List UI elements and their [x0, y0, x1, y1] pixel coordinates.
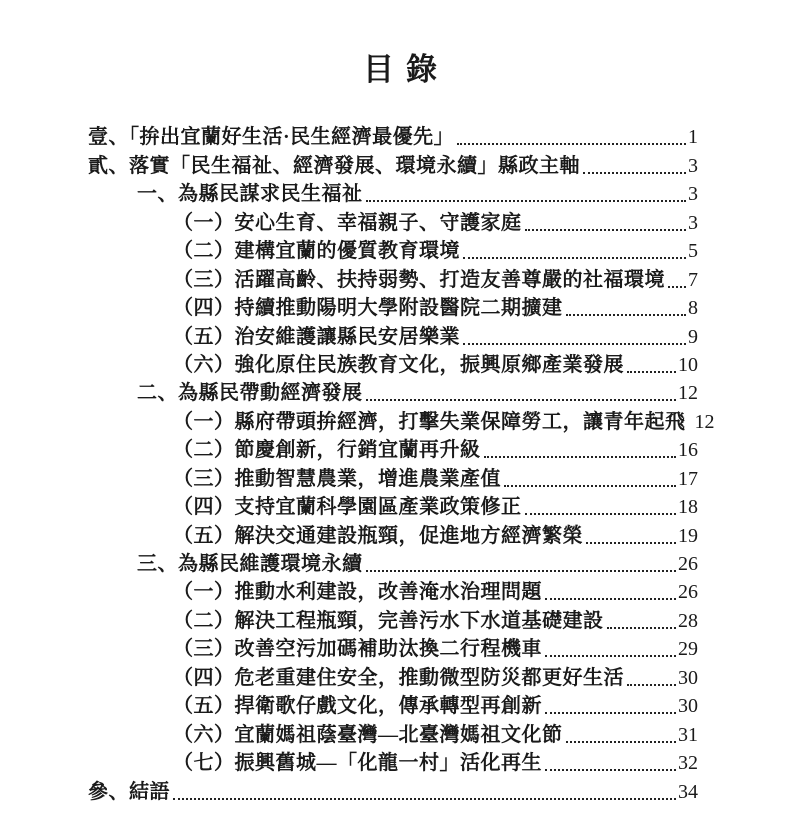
toc-entry [173, 207, 698, 235]
toc-entry [173, 463, 698, 491]
toc-entry-label: （二）解決工程瓶頸，完善污水下水道基礎建設 [173, 609, 604, 632]
toc-entry-label: （二）節慶創新，行銷宜蘭再升級 [173, 439, 481, 462]
dot-leader [607, 627, 677, 629]
toc-entry-label: 壹、「拚出宜蘭好生活·民生經濟最優先」 [88, 126, 455, 149]
toc-entry-page: 26 [678, 553, 698, 575]
toc-entry [137, 549, 698, 577]
toc-entry [137, 179, 698, 207]
toc-entry-page: 18 [678, 496, 698, 519]
toc-entry [173, 406, 715, 434]
toc-entry-page: 17 [678, 467, 698, 490]
toc-entry-label: 一、為縣民謀求民生福祉 [137, 183, 363, 206]
dot-leader [525, 229, 687, 231]
toc-entry-label: 貳、落實「民生福祉、經濟發展、環境永續」縣政主軸 [88, 154, 580, 177]
dot-leader [545, 712, 676, 714]
toc-entry-page: 7 [688, 268, 698, 291]
toc-entry-label: （四）持續推動陽明大學附設醫院二期擴建 [173, 297, 563, 320]
dot-leader [366, 200, 687, 202]
toc-entry-label: （六）強化原住民族教育文化，振興原鄉產業發展 [173, 353, 624, 376]
toc-entry [88, 776, 698, 804]
toc-entry-label: （五）捍衛歌仔戲文化，傳承轉型再創新 [173, 695, 542, 718]
toc-entry-label: （一）推動水利建設，改善淹水治理問題 [173, 581, 542, 604]
toc-entry-page: 3 [688, 211, 698, 234]
toc-entry-page: 30 [678, 666, 698, 689]
dot-leader [583, 172, 686, 174]
toc-entry [88, 150, 698, 178]
dot-leader [173, 798, 676, 800]
toc-entry-label: （一）縣府帶頭拚經濟，打擊失業保障勞工，讓青年起飛 [173, 410, 686, 433]
toc-entry-page: 34 [678, 780, 698, 803]
toc-entry-page: 32 [678, 752, 698, 775]
toc-entry-page: 31 [678, 723, 698, 746]
toc-entry-label: （五）解決交通建設瓶頸，促進地方經濟繁榮 [173, 524, 583, 547]
toc-entry-page: 30 [678, 695, 698, 718]
dot-leader [457, 143, 686, 145]
toc-entry [173, 236, 698, 264]
toc-entry [173, 605, 698, 633]
toc-entry-page: 5 [688, 240, 698, 263]
toc-entry-label: （二）建構宜蘭的優質教育環境 [173, 240, 460, 263]
toc-entry [173, 748, 698, 776]
toc-entry-page: 12 [678, 382, 698, 405]
dot-leader [627, 684, 676, 686]
toc-entry-label: （三）活躍高齡、扶持弱勢、打造友善尊嚴的社福環境 [173, 268, 665, 291]
toc-entry [173, 293, 698, 321]
dot-leader [463, 343, 686, 345]
dot-leader [566, 741, 677, 743]
toc-list [0, 122, 800, 805]
toc-entry-page: 3 [688, 154, 698, 177]
toc-entry-label: （七）振興舊城—「化龍一村」活化再生 [173, 752, 542, 775]
toc-entry [137, 378, 698, 406]
toc-entry [173, 691, 698, 719]
dot-leader [566, 314, 687, 316]
toc-entry-label: （一）安心生育、幸福親子、守護家庭 [173, 211, 522, 234]
toc-entry-page: 8 [688, 297, 698, 320]
toc-entry-page: 3 [688, 183, 698, 206]
toc-entry [173, 435, 698, 463]
toc-entry [88, 122, 698, 150]
toc-entry-label: （四）危老重建住安全，推動微型防災都更好生活 [173, 666, 624, 689]
dot-leader [627, 371, 676, 373]
toc-entry-page: 1 [688, 126, 698, 149]
dot-leader [668, 286, 686, 288]
toc-entry-page: 10 [678, 353, 698, 376]
toc-entry [173, 662, 698, 690]
toc-entry-page: 28 [678, 609, 698, 632]
toc-entry [173, 492, 698, 520]
dot-leader [586, 542, 676, 544]
toc-entry-label: （三）推動智慧農業，增進農業產值 [173, 467, 501, 490]
dot-leader [545, 769, 676, 771]
dot-leader [366, 570, 677, 572]
toc-entry [173, 520, 698, 548]
toc-entry [173, 719, 698, 747]
toc-entry-label: （四）支持宜蘭科學園區產業政策修正 [173, 496, 522, 519]
toc-entry-page: 16 [678, 439, 698, 462]
toc-entry-label: （三）改善空污加碼補助汰換二行程機車 [173, 638, 542, 661]
dot-leader [366, 399, 677, 401]
toc-entry-page: 29 [678, 638, 698, 661]
toc-entry-page: 9 [688, 325, 698, 348]
dot-leader [545, 598, 676, 600]
dot-leader [545, 655, 676, 657]
toc-entry [173, 350, 698, 378]
toc-entry-page: 26 [678, 581, 698, 604]
toc-entry-label: 參、結語 [88, 780, 170, 803]
dot-leader [463, 257, 686, 259]
toc-entry [173, 321, 698, 349]
toc-entry-page: 12 [694, 410, 715, 433]
toc-entry-label: 二、為縣民帶動經濟發展 [137, 382, 363, 405]
toc-entry [173, 264, 698, 292]
toc-entry [173, 577, 698, 605]
toc-entry [173, 634, 698, 662]
toc-entry-page: 19 [678, 524, 698, 547]
page-title: 目錄 [363, 52, 449, 87]
toc-entry-label: （五）治安維護讓縣民安居樂業 [173, 325, 460, 348]
dot-leader [484, 456, 677, 458]
dot-leader [525, 513, 677, 515]
toc-entry-label: 三、為縣民維護環境永續 [137, 553, 363, 575]
dot-leader [504, 485, 676, 487]
toc-entry-label: （六）宜蘭媽祖蔭臺灣—北臺灣媽祖文化節 [173, 723, 563, 746]
